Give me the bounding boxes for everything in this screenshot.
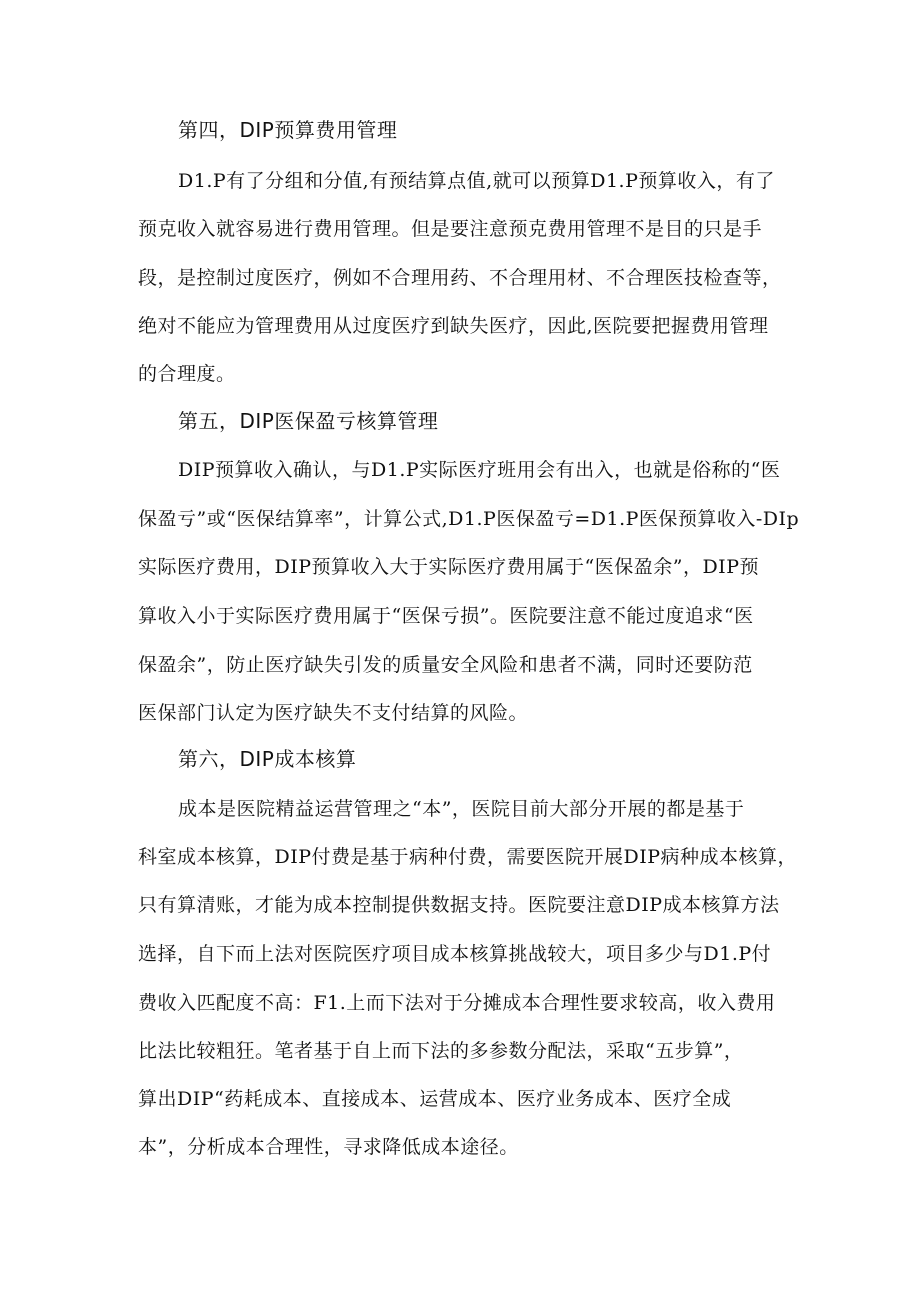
paragraph-line: 绝对不能应为管理费用从过度医疗到缺失医疗，因此,医院要把握费用管理 <box>138 315 769 337</box>
paragraph-line: DIP预算收入确认，与D1.P实际医疗班用会有出入，也就是俗称的“医 <box>178 459 781 481</box>
paragraph-line: 科室成本核算，DIP付费是基于病种付费，需要医院开展DIP病种成本核算， <box>138 846 798 868</box>
paragraph-line: 只有算清账，才能为成本控制提供数据支持。医院要注意DIP成本核算方法 <box>138 894 780 916</box>
paragraph-line: 算出DIP“药耗成本、直接成本、运营成本、医疗业务成本、医疗全成 <box>138 1088 732 1110</box>
paragraph-line: 比法比较粗狂。笔者基于自上而下法的多参数分配法，采取“五步算”， <box>138 1040 744 1062</box>
section-heading-6: 第六，DIP成本核算 <box>178 747 357 771</box>
paragraph-line: D1.P有了分组和分值,有预结算点值,就可以预算D1.P预算收入，有了 <box>178 170 775 192</box>
section-heading-4: 第四，DIP预算费用管理 <box>178 118 398 142</box>
paragraph-line: 医保部门认定为医疗缺失不支付结算的风险。 <box>138 702 529 724</box>
section-heading-5: 第五，DIP医保盈亏核算管理 <box>178 409 439 433</box>
paragraph-line: 费收入匹配度不高：F1.上而下法对于分摊成本合理性要求较高，收入费用 <box>138 992 776 1014</box>
paragraph-line: 算收入小于实际医疗费用属于“医保亏损”。医院要注意不能过度追求“医 <box>138 605 754 627</box>
paragraph-line: 的合理度。 <box>138 363 236 385</box>
paragraph-line: 段，是控制过度医疗，例如不合理用药、不合理用材、不合理医技检查等， <box>138 267 782 289</box>
paragraph-line: 保盈亏”或“医保结算率”，计算公式,D1.P医保盈亏=D1.P医保预算收入-DIp <box>138 508 800 530</box>
paragraph-line: 预克收入就容易进行费用管理。但是要注意预克费用管理不是目的只是手 <box>138 218 763 240</box>
paragraph-line: 保盈余”，防止医疗缺失引发的质量安全风险和患者不满，同时还要防范 <box>138 654 753 676</box>
paragraph-line: 实际医疗费用，DIP预算收入大于实际医疗费用属于“医保盈余”，DIP预 <box>138 556 759 578</box>
paragraph-line: 成本是医院精益运营管理之“本”，医院目前大部分开展的都是基于 <box>178 798 745 820</box>
paragraph-line: 选择，自下而上法对医院医疗项目成本核算挑战较大，项目多少与D1.P付 <box>138 943 772 965</box>
paragraph-line: 本”，分析成本合理性，寻求降低成本途径。 <box>138 1136 519 1158</box>
